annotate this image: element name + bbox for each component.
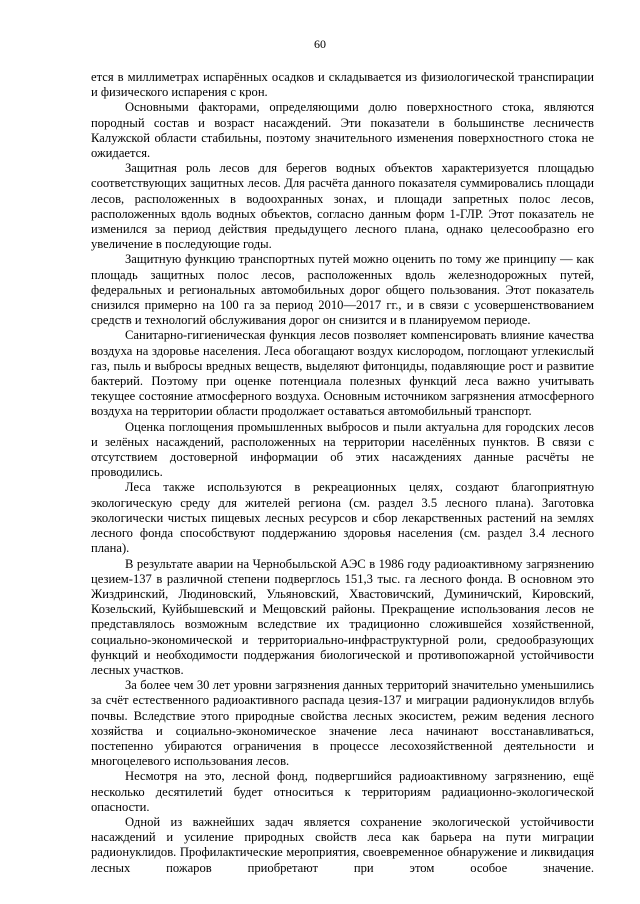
paragraph-contamination-decrease: За более чем 30 лет уровни загрязнения данных территорий значительно уменьшились за счёт естественного радиоактивного распада цезия-137 и миграции радионуклидов вглубь почвы. Вследствие этого природные свойства лесных экосистем, режим ведения лесного хозяйства и социально-экономическое значение леса начинают восстанавливаться, постепенно убираются ограничения в процессе лесохозяйственной деятельности и многоцелевого использования лесов. (91, 678, 594, 769)
paragraph-emissions-absorption: Оценка поглощения промышленных выбросов и пыли актуальна для городских лесов и зелёных насаждений, расположенных на территории населённых пунктов. В связи с отсутствием достоверной информации об этих насаждениях данные расчёты не проводились. (91, 419, 594, 480)
paragraph-radiation-danger: Несмотря на это, лесной фонд, подвергшийся радиоактивному загрязнению, ещё несколько десятилетий будет относиться к территориям радиационно-экологической опасности. (91, 769, 594, 814)
paragraph-continuation: ется в миллиметрах испарённых осадков и складывается из физиологической транспирации и физического испарения с крон. (91, 70, 594, 100)
document-body (91, 70, 594, 876)
paragraph-fire-prevention: Одной из важнейших задач является сохранение экологической устойчивости насаждений и усиление природных свойств леса как барьера на пути миграции радионуклидов. Профилактические мероприятия, своевременное обнаружение и ликвидация лесных пожаров приобретают при этом особое значение. (91, 814, 594, 875)
paragraph-recreation: Леса также используются в рекреационных целях, создают благоприятную экологическую среду для жителей региона (см. раздел 3.5 лесного плана). Заготовка экологически чистых пищевых лесных ресурсов и сбор лекарственных растений на землях лесного фонда способствуют поддержанию здоровья населения (см. раздел 3.4 лесного плана). (91, 480, 594, 556)
paragraph-surface-runoff: Основными факторами, определяющими долю поверхностного стока, являются породный состав и возраст насаждений. Эти показатели в большинстве лесничеств Калужской области стабильны, поэтому значительного изменения поверхностного стока не ожидается. (91, 100, 594, 161)
page-number: 60 (314, 37, 326, 51)
paragraph-chernobyl: В результате аварии на Чернобыльской АЭС в 1986 году радиоактивному загрязнению цезием-137 в различной степени подверглось 151,3 тыс. га лесного фонда. В основном это Жиздринский, Людиновский, Ульяновский, Хвастовичский, Думиничский, Кировский, Козельский, Куйбышевский и Мещовский районы. Прекращение использования лесов не представлялось возможным вследствие их традиционно сложившейся хозяйственной, социально-экономической и территориально-инфраструктурной роли, средообразующих функций и необходимости поддержания биологической и противопожарной устойчивости лесных участков. (91, 556, 594, 677)
paragraph-water-protection: Защитная роль лесов для берегов водных объектов характеризуется площадью соответствующих защитных лесов. Для расчёта данного показателя суммировались площади лесов, расположенных в водоохранных зонах, и площади запретных полос лесов, расположенных вдоль водных объектов, согласно данным форм 1-ГЛР. Этот показатель не изменился за период действия предыдущего лесного плана, однако целесообразно его увеличение в последующие годы. (91, 161, 594, 252)
paragraph-sanitary-function: Санитарно-гигиеническая функция лесов позволяет компенсировать влияние качества воздуха на здоровье населения. Леса обогащают воздух кислородом, поглощают углекислый газ, пыль и выбросы вредных веществ, выделяют фитонциды, подавляющие рост и развитие бактерий. Поэтому при оценке потенциала полезных функций леса важно учитывать текущее состояние атмосферного воздуха. Основным источником загрязнения атмосферного воздуха на территории области продолжает оставаться автомобильный транспорт. (91, 328, 594, 419)
paragraph-transport-protection: Защитную функцию транспортных путей можно оценить по тому же принципу — как площадь защитных полос лесов, расположенных вдоль железнодорожных путей, федеральных и региональных автомобильных дорог общего пользования. Этот показатель снизился примерно на 100 га за период 2010—2017 гг., и в связи с усовершенствованием средств и технологий обслуживания дорог он снизится и в планируемом периоде. (91, 252, 594, 328)
